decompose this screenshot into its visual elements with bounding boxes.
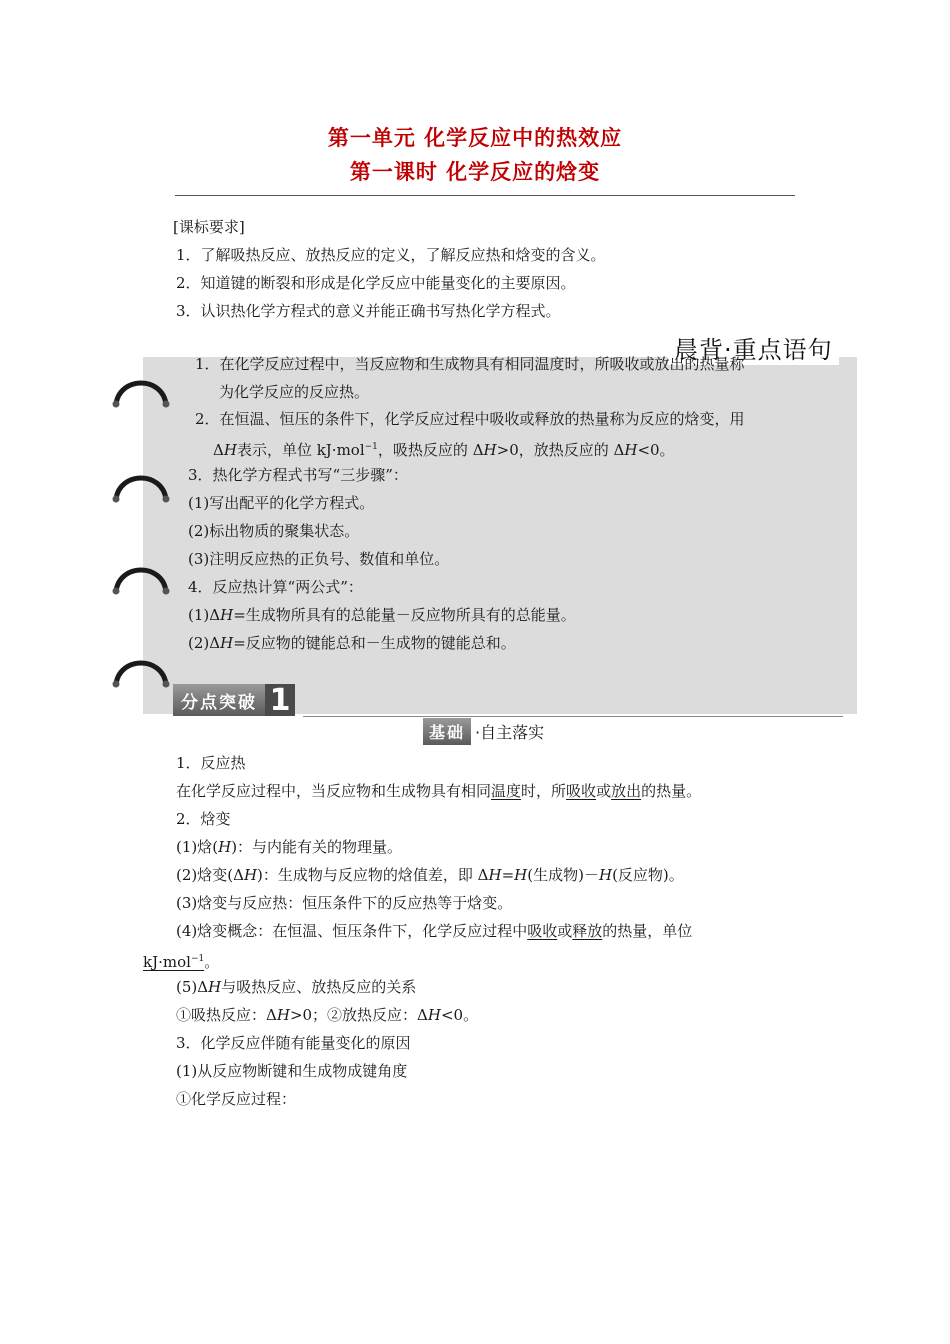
body-para-6: (5)ΔH与吸热反应、放热反应的关系 xyxy=(176,978,417,996)
section-badge-number: 1 xyxy=(265,684,295,716)
body-para-8: (1)从反应物断键和生成物成键角度 xyxy=(176,1062,408,1080)
unit-title: 第一单元 化学反应中的热效应 xyxy=(327,126,623,150)
key-sentence-3b: (2)标出物质的聚集状态。 xyxy=(188,522,360,540)
body-heading-3: 3．化学反应伴随有能量变化的原因 xyxy=(176,1034,411,1052)
sub-section-badge xyxy=(423,718,544,744)
key-sentence-4b: (2)ΔH=反应物的键能总和－生成物的键能总和。 xyxy=(188,634,516,652)
body-para-1: 在化学反应过程中，当反应物和生成物具有相同温度时，所吸收或放出的热量。 xyxy=(176,782,702,800)
key-sentence-2: 2．在恒温、恒压的条件下，化学反应过程中吸收或释放的热量称为反应的焓变，用 xyxy=(195,410,745,428)
requirement-item-2: 2．知道键的断裂和形成是化学反应中能量变化的主要原因。 xyxy=(176,274,576,292)
key-sentences-stamp: 晨背·重点语句 xyxy=(668,330,839,365)
requirement-item-1: 1．了解吸热反应、放热反应的定义，了解反应热和焓变的含义。 xyxy=(176,246,606,264)
key-sentence-4a: (1)ΔH=生成物所具有的总能量－反应物所具有的总能量。 xyxy=(188,606,576,624)
requirement-item-3: 3．认识热化学方程式的意义并能正确书写热化学方程式。 xyxy=(176,302,561,320)
binder-ring-icon xyxy=(110,370,172,410)
binder-ring-icon xyxy=(110,650,172,690)
body-para-2: (1)焓(H)：与内能有关的物理量。 xyxy=(176,838,403,856)
key-sentence-1-cont: 为化学反应的反应热。 xyxy=(219,383,370,401)
body-para-4: (3)焓变与反应热：恒压条件下的反应热等于焓变。 xyxy=(176,894,513,912)
binder-ring-icon xyxy=(110,465,172,505)
section-badge xyxy=(173,684,295,716)
lesson-title: 第一课时 化学反应的焓变 xyxy=(349,160,601,184)
key-sentence-3a: (1)写出配平的化学方程式。 xyxy=(188,494,375,512)
key-sentence-4: 4．反应热计算“两公式”： xyxy=(188,578,363,596)
body-para-5-cont: kJ·mol$^{-1}$。 xyxy=(143,953,220,971)
body-para-3: (2)焓变(ΔH)：生成物与反应物的焓值差，即 ΔH=H(生成物)－H(反应物)。 xyxy=(176,866,684,884)
key-sentence-3: 3．热化学方程式书写“三步骤”： xyxy=(188,466,408,484)
key-sentence-3c: (3)注明反应热的正负号、数值和单位。 xyxy=(188,550,450,568)
sub-section-badge-label: 基础 xyxy=(423,718,471,745)
section-rule xyxy=(303,716,843,717)
sub-section-badge-title: ·自主落实 xyxy=(475,722,545,742)
binder-ring-icon xyxy=(110,557,172,597)
body-para-5: (4)焓变概念：在恒温、恒压条件下，化学反应过程中吸收或释放的热量，单位 xyxy=(176,922,693,940)
body-heading-1: 1．反应热 xyxy=(176,754,246,772)
key-sentence-1: 1．在化学反应过程中，当反应物和生成物具有相同温度时，所吸收或放出的热量称 xyxy=(195,355,745,373)
section-badge-label: 分点突破 xyxy=(173,684,265,716)
key-sentence-2-cont: ΔH表示，单位 kJ·mol$^{-1}$，吸热反应的 ΔH>0，放热反应的 ΔH<0。 xyxy=(213,441,675,459)
body-para-9: ①化学反应过程： xyxy=(176,1090,297,1108)
body-heading-2: 2．焓变 xyxy=(176,810,231,828)
body-para-7: ①吸热反应：ΔH>0；②放热反应：ΔH<0。 xyxy=(176,1006,479,1024)
requirements-heading: [课标要求] xyxy=(173,218,245,236)
title-divider xyxy=(175,195,795,196)
